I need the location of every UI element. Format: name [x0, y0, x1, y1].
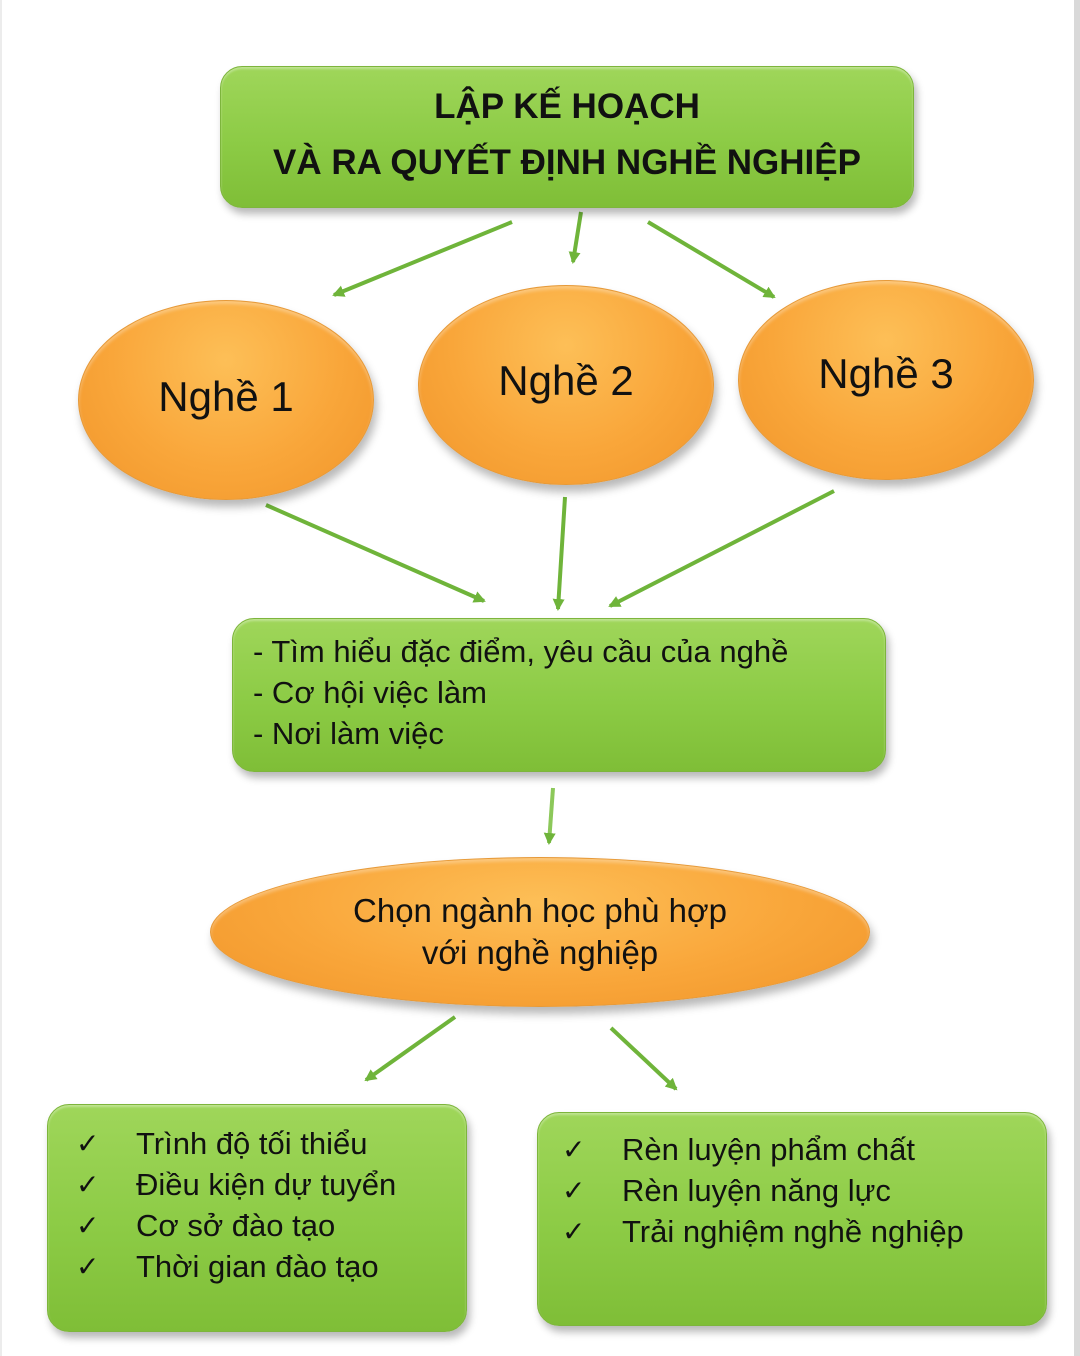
arrow-oval-1-to-info: [266, 505, 484, 601]
occupation-label-3: Nghề 3: [818, 350, 954, 397]
arrow-info-to-choose: [549, 788, 553, 843]
check-icon: ✓: [76, 1209, 100, 1242]
training-item-label: Rèn luyện năng lực: [622, 1173, 891, 1208]
arrow-title-to-oval-1: [334, 222, 512, 295]
requirements-item-4: [76, 1246, 466, 1287]
choose-line-1: Chọn ngành học phù hợp: [353, 892, 727, 929]
training-item-1: [562, 1129, 1046, 1170]
requirements-item-label: Thời gian đào tạo: [136, 1249, 379, 1284]
research-box: [232, 618, 886, 772]
title-line-2: VÀ RA QUYẾT ĐỊNH NGHỀ NGHIỆP: [273, 143, 861, 182]
check-icon: ✓: [76, 1127, 100, 1160]
research-item-2: - Cơ hội việc làm: [253, 675, 487, 710]
check-icon: ✓: [562, 1215, 586, 1248]
occupation-oval-3: [738, 280, 1034, 480]
check-icon: ✓: [76, 1250, 100, 1283]
requirements-item-label: Điều kiện dự tuyển: [136, 1167, 397, 1202]
training-box: [537, 1112, 1047, 1326]
research-item-3: - Nơi làm việc: [253, 716, 444, 751]
requirements-item-label: Cơ sở đào tạo: [136, 1208, 336, 1243]
training-item-label: Trải nghiệm nghề nghiệp: [622, 1214, 964, 1249]
research-item-1: - Tìm hiểu đặc điểm, yêu cầu của nghề: [253, 634, 789, 669]
check-icon: ✓: [562, 1133, 586, 1166]
training-item-label: Rèn luyện phẩm chất: [622, 1132, 915, 1167]
choose-major-oval: [210, 857, 870, 1007]
title-box: [220, 66, 914, 208]
arrow-title-to-oval-2: [573, 212, 581, 262]
choose-line-2: với nghề nghiệp: [421, 934, 659, 971]
occupation-label-2: Nghề 2: [498, 357, 634, 404]
training-item-2: [562, 1170, 1046, 1211]
occupation-label-1: Nghề 1: [158, 373, 294, 420]
arrow-choose-to-right: [611, 1028, 676, 1089]
arrow-title-to-oval-3: [648, 222, 774, 297]
arrow-oval-2-to-info: [558, 497, 565, 609]
requirements-item-2: [76, 1164, 466, 1205]
check-icon: ✓: [76, 1168, 100, 1201]
requirements-item-1: [76, 1123, 466, 1164]
training-item-3: [562, 1211, 1046, 1252]
occupation-oval-2: [418, 285, 714, 485]
requirements-item-label: Trình độ tối thiểu: [136, 1126, 368, 1161]
requirements-box: [47, 1104, 467, 1332]
arrow-choose-to-left: [366, 1017, 455, 1080]
arrow-oval-3-to-info: [610, 491, 834, 606]
occupation-oval-1: [78, 300, 374, 500]
title-line-1: LẬP KẾ HOẠCH: [434, 87, 700, 126]
requirements-item-3: [76, 1205, 466, 1246]
check-icon: ✓: [562, 1174, 586, 1207]
